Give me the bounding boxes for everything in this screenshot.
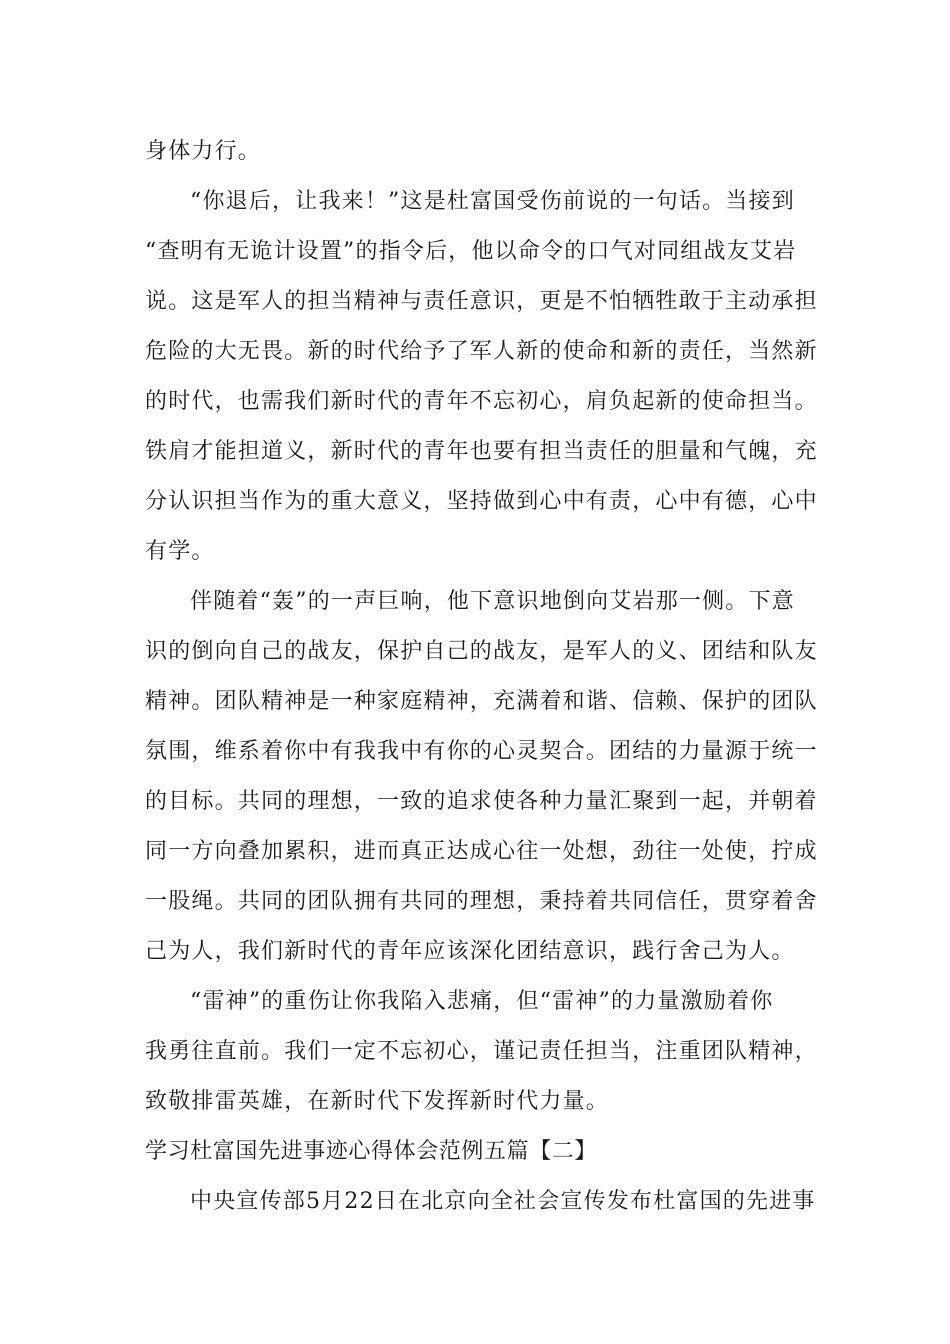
section-heading: 学习杜富国先进事迹心得体会范例五篇【二】	[145, 1139, 598, 1164]
text-line: “查明有无诡计设置”的指令后，他以命令的口气对同组战友艾岩	[145, 239, 797, 264]
text-line: 分认识担当作为的重大意义，坚持做到心中有责，心中有德，心中	[145, 489, 818, 514]
text-line: 铁肩才能担道义，新时代的青年也要有担当责任的胆量和气魄，充	[145, 439, 818, 464]
text-line: 同一方向叠加累积，进而真正达成心往一处想，劲往一处使，拧成	[145, 839, 818, 864]
text-line: 识的倒向自己的战友，保护自己的战友，是军人的义、团结和队友	[145, 639, 818, 664]
paragraph-first-line: “雷神”的重伤让你我陷入悲痛，但“雷神”的力量激励着你	[190, 989, 774, 1014]
text-line: 精神。团队精神是一种家庭精神，充满着和谐、信赖、保护的团队	[145, 689, 818, 714]
text-line: 我勇往直前。我们一定不忘初心，谨记责任担当，注重团队精神，	[145, 1039, 818, 1064]
paragraph-first-line: 中央宣传部5月22日在北京向全社会宣传发布杜富国的先进事	[190, 1189, 816, 1214]
text-line: 危险的大无畏。新的时代给予了军人新的使命和新的责任，当然新	[145, 339, 818, 364]
text-line: 的目标。共同的理想，一致的追求使各种力量汇聚到一起，并朝着	[145, 789, 818, 814]
paragraph-first-line: 伴随着“轰”的一声巨响，他下意识地倒向艾岩那一侧。下意	[190, 589, 795, 614]
text-line: 的时代，也需我们新时代的青年不忘初心，肩负起新的使命担当。	[145, 389, 818, 414]
text-line: 有学。	[145, 539, 215, 564]
text-line: 说。这是军人的担当精神与责任意识，更是不怕牺牲敢于主动承担	[145, 289, 818, 314]
text-line: 身体力行。	[145, 139, 262, 164]
text-line: 致敬排雷英雄，在新时代下发挥新时代力量。	[145, 1089, 610, 1114]
text-line: 氛围，维系着你中有我我中有你的心灵契合。团结的力量源于统一	[145, 739, 818, 764]
paragraph-first-line: “你退后，让我来！”这是杜富国受伤前说的一句话。当接到	[190, 189, 795, 214]
text-line: 己为人，我们新时代的青年应该深化团结意识，践行舍己为人。	[145, 939, 795, 964]
text-line: 一股绳。共同的团队拥有共同的理想，秉持着共同信任，贯穿着舍	[145, 889, 818, 914]
